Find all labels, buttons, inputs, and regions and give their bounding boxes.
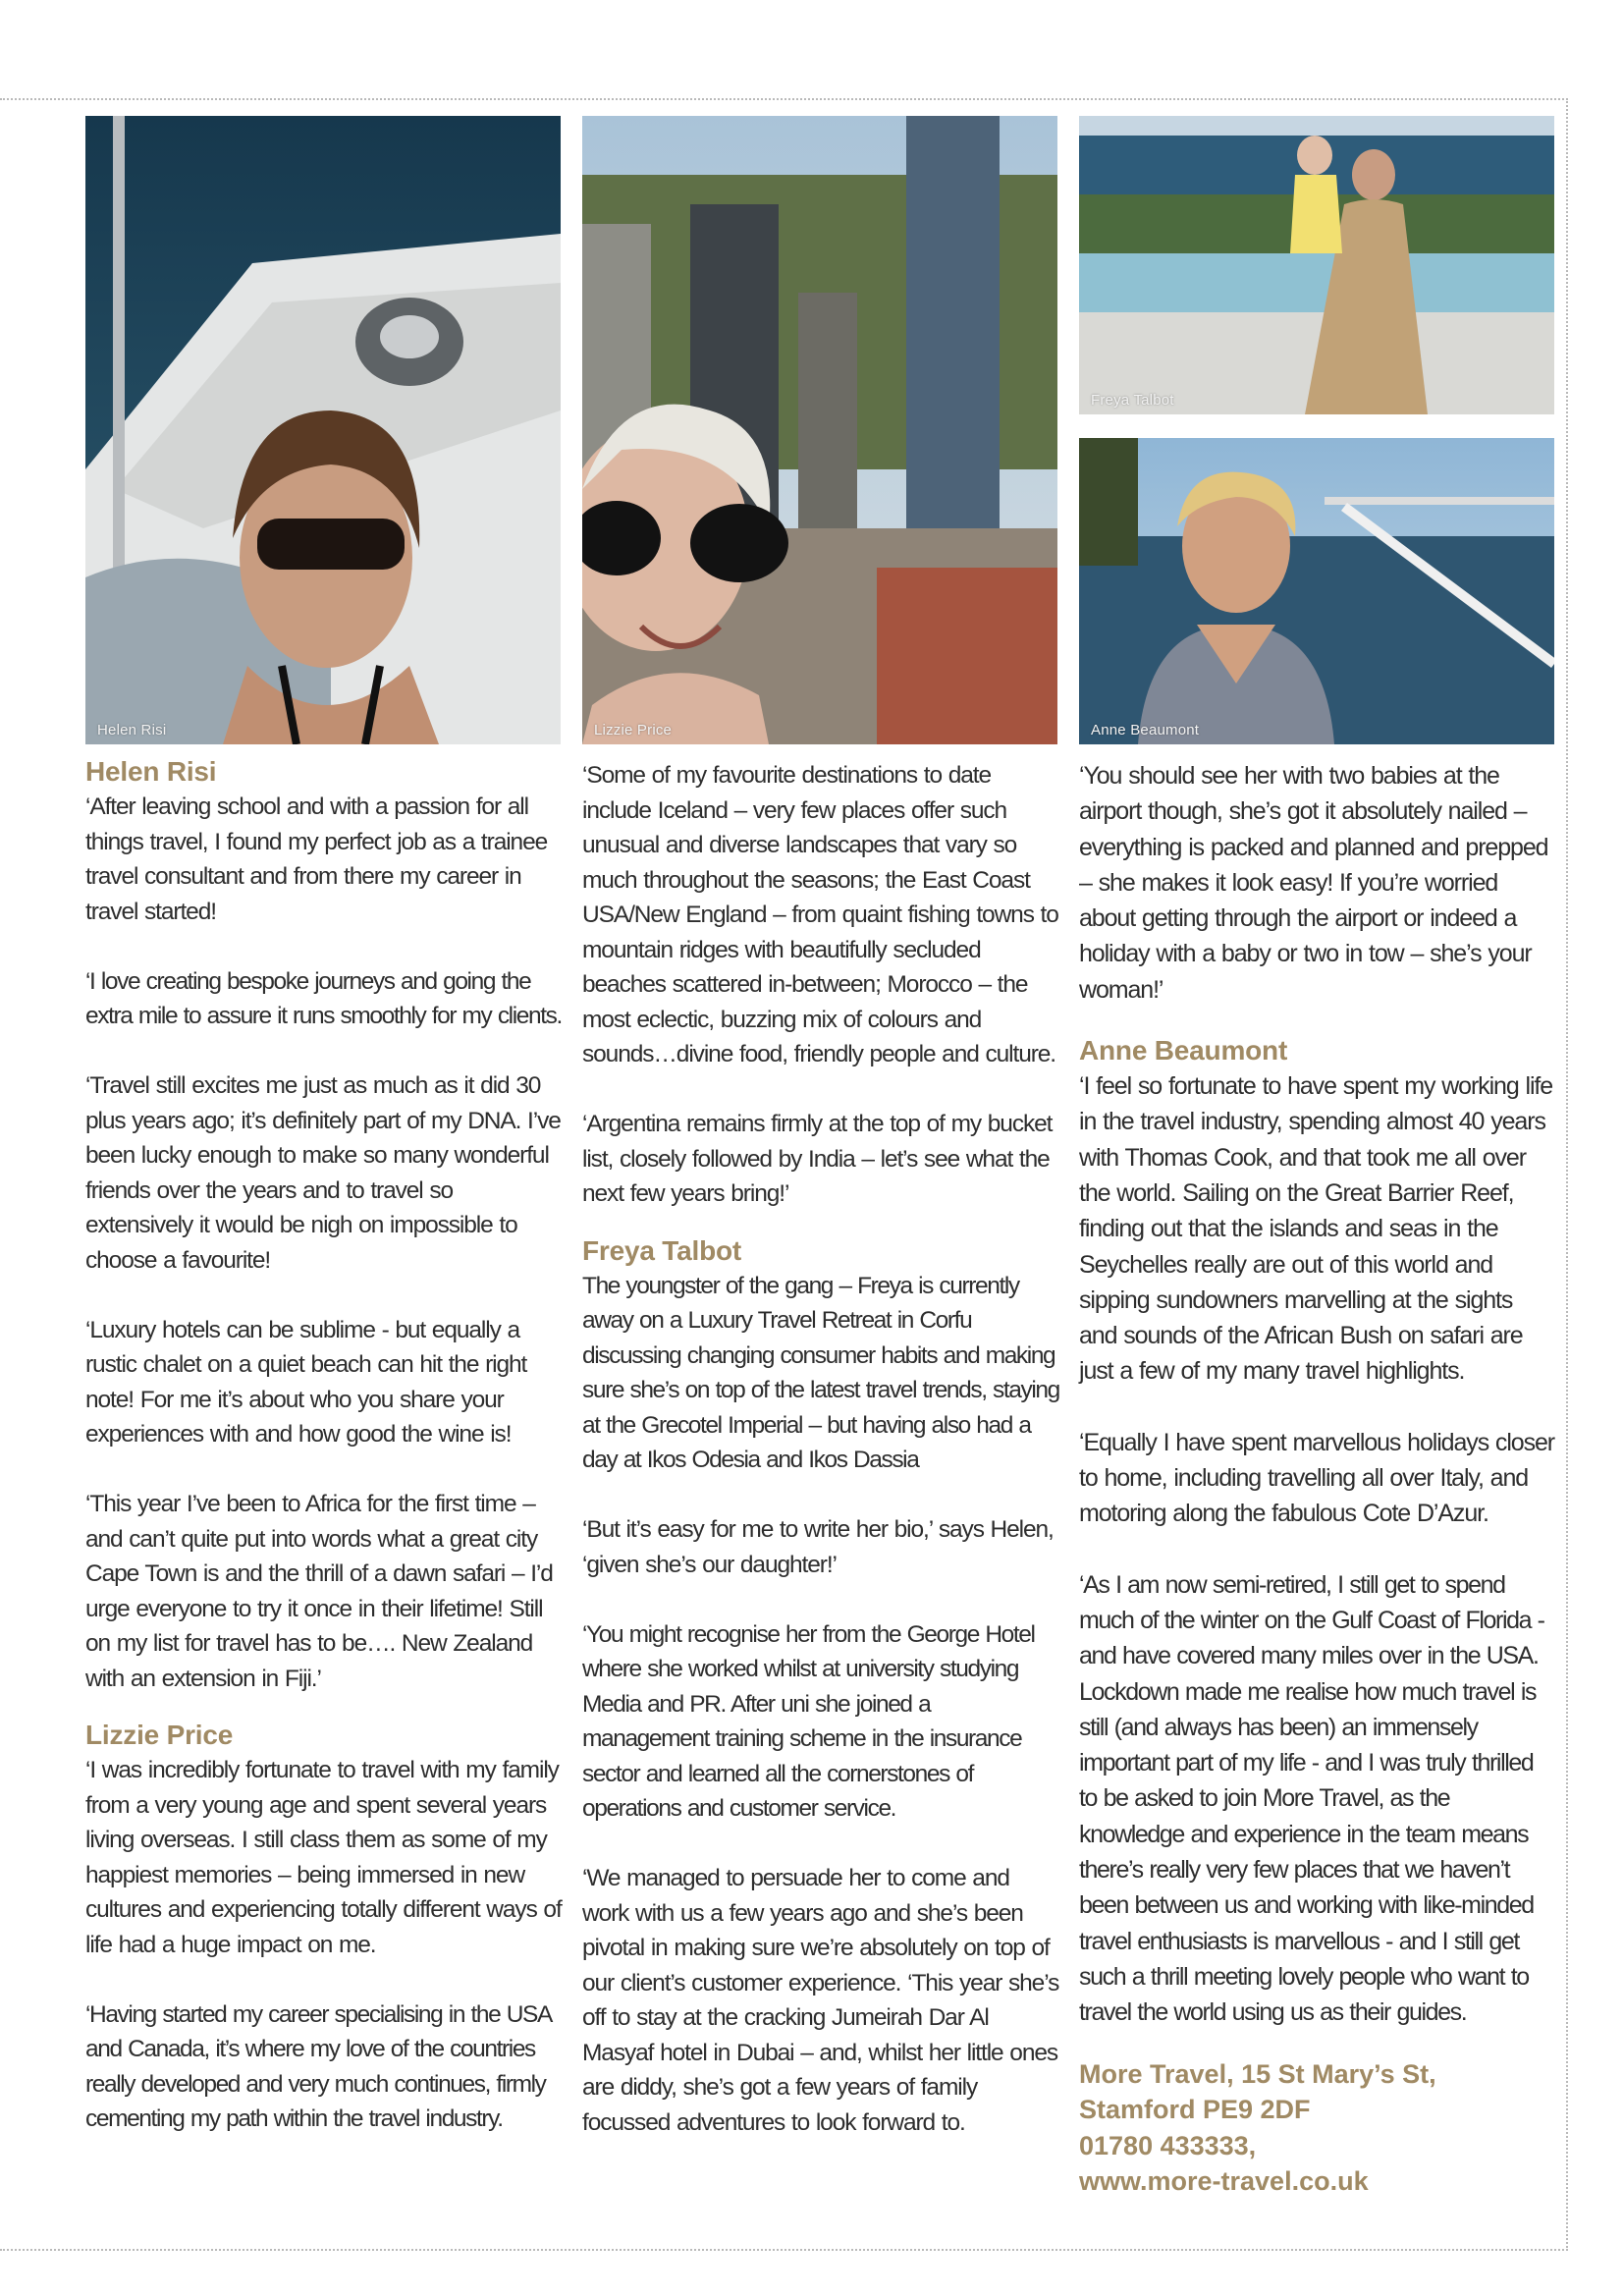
- photo-caption: Freya Talbot: [1091, 392, 1174, 409]
- column-2: [582, 758, 1059, 2175]
- section-heading-helen: Helen Risi: [85, 756, 217, 787]
- contact-block: [1079, 2056, 1556, 2200]
- body-paragraph: ‘Having started my career specialising in the USA and Canada, it’s where my love of the countries really developed and very much continues, firmly cementing my path within the travel industry.: [85, 2000, 551, 2132]
- photo-caption: Helen Risi: [97, 722, 167, 738]
- body-paragraph: ‘You might recognise her from the George Hotel where she worked whilst at university studying Media and PR. After uni she joined a management training scheme in the insurance sector and learned all the cornerstones of operations and customer service.: [582, 1620, 1035, 1822]
- body-paragraph: ‘I was incredibly fortunate to travel with my family from a very young age and spent several years living overseas. I still class them as some of my happiest memories – being immersed in new cultures and experiencing totally different ways of life had a huge impact on me.: [85, 1757, 562, 1958]
- section-heading-freya: Freya Talbot: [582, 1234, 742, 1266]
- body-paragraph: ‘As I am now semi-retired, I still get to spend much of the winter on the Gulf Coast of Florida - and have covered many miles over in the USA. Lockdown made me realise how much travel is still (and always has been) an immensely important part of my life - and I was truly thrilled to be asked to join More Travel, as the knowledge and experience in the team means there’s really very few places that we haven’t been between us and working with like-minded travel enthusiasts is marvellous - and I still get such a thrill meeting lovely people who want to travel the world using us as their guides.: [1079, 1570, 1544, 2027]
- freya-photo: [1079, 116, 1554, 414]
- body-paragraph: ‘Equally I have spent marvellous holidays closer to home, including travelling all over Italy, and motoring along the fabulous Cote D’Azur.: [1079, 1428, 1555, 1528]
- column-3: [1079, 758, 1556, 2200]
- photo-caption: Lizzie Price: [594, 722, 673, 738]
- contact-postcode: Stamford PE9 2DF: [1079, 2095, 1311, 2124]
- contact-phone[interactable]: 01780 433333,: [1079, 2130, 1257, 2160]
- contact-address: More Travel, 15 St Mary’s St,: [1079, 2058, 1436, 2089]
- body-paragraph: ‘Some of my favourite destinations to date include Iceland – very few places offer such unusual and diverse landscapes that vary so much throughout the seasons; the East Coast USA/New England – from quaint fishing towns to mountain ridges with beautifully secluded beaches scattered in-between; Morocco – the most eclectic, buzzing mix of colours and sounds…divine food, friendly people and culture.: [582, 762, 1058, 1067]
- body-paragraph: ‘This year I’ve been to Africa for the first time – and can’t quite put into words what a great city Cape Town is and the thrill of a dawn safari – I’d urge everyone to try it once in their lifetime! Still on my list for travel has to be…. New Zealand with an extension in Fiji.’: [85, 1491, 553, 1692]
- section-heading-lizzie: Lizzie Price: [85, 1720, 234, 1750]
- body-paragraph: ‘After leaving school and with a passion for all things travel, I found my perfect job as a trainee travel consultant and from there my career in travel started!: [85, 793, 548, 925]
- section-heading-anne: Anne Beaumont: [1079, 1035, 1288, 1066]
- column-1: [85, 754, 563, 2171]
- body-paragraph: ‘But it’s easy for me to write her bio,’ says Helen, ‘given she’s our daughter!’: [582, 1516, 1054, 1578]
- body-paragraph: ‘You should see her with two babies at the airport though, she’s got it absolutely nailed – everything is packed and planned and prepped – she makes it look easy! If you’re worried about getting through the airport or indeed a holiday with a baby or two in tow – she’s your woman!’: [1079, 762, 1548, 1004]
- body-paragraph: ‘Luxury hotels can be sublime - but equally a rustic chalet on a quiet beach can hit the right note! For me it’s about who you share your experiences with and how good the wine is!: [85, 1316, 527, 1448]
- body-paragraph: The youngster of the gang – Freya is currently away on a Luxury Travel Retreat in Corfu discussing changing consumer habits and making sure she’s on top of the latest travel trends, staying at the Grecotel Imperial – but having also had a day at Ikos Odesia and Ikos Dassia: [582, 1272, 1059, 1473]
- body-paragraph: ‘Travel still excites me just as much as it did 30 plus years ago; it’s definitely part of my DNA. I’ve been lucky enough to make so many wonderful friends over the years and to travel so extensively it would be nigh on impossible to choose a favourite!: [85, 1072, 561, 1274]
- body-paragraph: ‘I love creating bespoke journeys and going the extra mile to assure it runs smoothly for my clients.: [85, 967, 562, 1029]
- anne-photo: [1079, 438, 1554, 744]
- body-paragraph: ‘I feel so fortunate to have spent my working life in the travel industry, spending almost 40 years with Thomas Cook, and that took me all over the world. Sailing on the Great Barrier Reef, finding out that the islands and seas in the Seychelles really are out of this world and sipping sundowners marvelling at the sights and sounds of the African Bush on safari are just a few of my many travel highlights.: [1079, 1072, 1553, 1386]
- photo-caption: Anne Beaumont: [1091, 722, 1200, 738]
- helen-photo: [85, 116, 561, 744]
- lizzie-photo: [582, 116, 1057, 744]
- contact-website-link[interactable]: www.more-travel.co.uk: [1079, 2166, 1369, 2196]
- body-paragraph: ‘We managed to persuade her to come and work with us a few years ago and she’s been pivotal in making sure we’re absolutely on top of our client’s customer experience. ‘This year she’s off to stay at the cracking Jumeirah Dar Al Masyaf hotel in Dubai – and, whilst her little ones are diddy, she’s got a few years of family focussed adventures to look forward to.: [582, 1865, 1059, 2136]
- body-paragraph: ‘Argentina remains firmly at the top of my bucket list, closely followed by India – let’s see what the next few years bring!’: [582, 1111, 1053, 1207]
